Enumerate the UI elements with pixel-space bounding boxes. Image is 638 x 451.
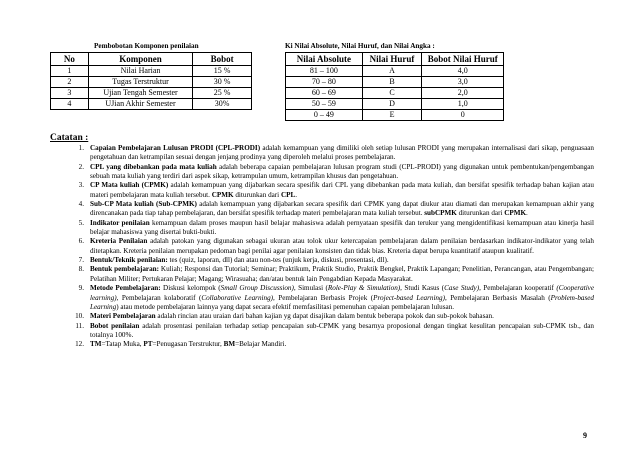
note-number: 11. (75, 321, 84, 330)
note-text: adalah patokan yang digunakan sebagai ukuran atau tolok ukur ketercapaian pembelajaran dalam penilaian berdasarkan indikator-indikator yang telah ditetapkan. Kreteria penilaian merupakan pedoman bagi penilai agar penilaian konsisten dan tidak bias. Kreteria dapat berupa kuantitatif ataupun kualitatif. (90, 237, 594, 255)
note-item (64, 322, 594, 341)
table-cell: Tugas Terstruktur (88, 77, 192, 88)
table-cell: C (362, 88, 422, 99)
grade-scale-caption: Ki Nilai Absolute, Nilai Huruf, dan Nilai Angka : (285, 42, 435, 50)
table-header-row (51, 53, 252, 66)
table-row (286, 66, 504, 77)
note-text: , Simulasi ( (293, 284, 328, 293)
note-text: Kuliah; Responsi dan Tutorial; Seminar; Praktikum, Praktik Studio, Praktik Bengkel, Praktik Lapangan; Penelitian, Perancangan, atau Pengembangan; Pelatihan Militer; Pertukaran Pelajar; Magang; Wirasuaha; dan/atau bentuk lain Pengabdian Kepada Masyarakat. (90, 265, 594, 283)
note-item (64, 312, 594, 321)
table-cell: 4,0 (422, 66, 504, 77)
note-number: 4. (78, 200, 84, 209)
note-text: adalah rincian atau uraian dari bahan kajian yg dapat disajikan dalam bentuk beberapa pokok dan sub-pokok bahasan. (155, 312, 494, 321)
grade-scale-table (285, 52, 504, 121)
note-text: (Cooperative learning), (90, 284, 595, 302)
note-term: BM (223, 340, 236, 349)
note-term: CPMK (504, 209, 527, 218)
note-item (64, 237, 594, 256)
table-row (51, 77, 252, 88)
note-item (64, 219, 594, 238)
table-cell: UJian Akhir Semester (88, 99, 192, 110)
note-term: Capaian Pembelajaran Lulusan PRODI (CPL-PRODI) (90, 144, 261, 152)
table-cell: 2,0 (422, 88, 504, 99)
note-term: Bobot penilaian (90, 321, 140, 330)
note-term: CP Mata kuliah (CPMK) (90, 181, 169, 190)
header-cell: No (51, 53, 89, 66)
component-weight-caption: Pembobotan Komponen penilaian (94, 42, 199, 50)
note-text: adalah beberapa capaian pembelajaran lulusan program studi (CPL-PRODI) yang digunakan untuk pembentukan/pengembangan sebuah mata kuliah yang terdiri dari aspek sikap, ketrampulan umum, ketrampilan khusus dan pengetahuan. (90, 162, 594, 181)
note-text: . (295, 190, 298, 199)
note-text: Pembelajaran kolaboratif ( (118, 293, 202, 302)
header-cell: Bobot Nilai Huruf (422, 53, 504, 66)
table-cell: Ujian Tengah Semester (88, 88, 192, 99)
table-cell: A (362, 66, 422, 77)
note-text: tes (quiz, laporan, dll) dan atau non-tes (unjuk kerja, diskusi, presentasi, dll). (167, 256, 389, 265)
table-cell: 81 – 100 (286, 66, 363, 77)
table-cell: D (362, 99, 422, 110)
note-number: 12. (75, 340, 84, 349)
table-cell: 30% (193, 99, 252, 110)
note-term: PT (143, 340, 153, 349)
note-item (64, 181, 594, 200)
note-term: Metode Pembelajaran: (90, 284, 161, 293)
note-text: Project-based Learning) (373, 293, 445, 302)
note-text: =Penugasan Terstruktur, (152, 340, 224, 349)
table-row (51, 66, 252, 77)
note-item (64, 200, 594, 219)
table-cell: 1 (51, 66, 89, 77)
note-text: diturunkan dari (456, 209, 505, 218)
note-text: Role-Play & Simulation), (327, 284, 402, 293)
table-header-row (286, 53, 504, 66)
note-term: Indikator penilaian (90, 218, 150, 227)
notes-list (64, 144, 594, 350)
header-cell: Bobot (193, 53, 252, 66)
note-term: Bentuk/Teknik penilaian: (90, 256, 168, 265)
header-cell: Komponen (88, 53, 192, 66)
table-row (286, 99, 504, 110)
table-row (286, 77, 504, 88)
table-cell: Nilai Harian (88, 66, 192, 77)
note-number: 7. (78, 256, 84, 265)
note-term: Sub-CP Mata kuliah (Sub-CPMK) (90, 200, 197, 209)
table-cell: B (362, 77, 422, 88)
note-text: Problem-based Learning (90, 293, 594, 311)
note-text: Case Study), (444, 284, 481, 293)
note-number: 6. (78, 237, 84, 246)
note-number: 3. (78, 181, 84, 190)
header-cell: Nilai Absolute (286, 53, 363, 66)
note-text: . (526, 209, 528, 218)
note-number: 9. (78, 284, 84, 293)
note-text: , Pembelajaran Berbasis Masalah ( (444, 293, 551, 302)
table-cell: 15 % (193, 66, 252, 77)
table-cell: 3 (51, 88, 89, 99)
note-term: CPL (280, 190, 296, 199)
table-cell: 1,0 (422, 99, 504, 110)
note-item (64, 256, 594, 265)
table-cell: 2 (51, 77, 89, 88)
note-text: Collaborative Learning), (201, 293, 275, 302)
note-text: adalah kemampuan yang dijabarkan secara spesifik dari CPL yang dibebankan pada mata kuliah, dan bersifat spesifik terhadap bahan kajian atau materi pembelajaran mata kuliah tersebut. (90, 181, 594, 199)
note-text: Pembelajaran Berbasis Projek ( (274, 293, 374, 302)
table-cell: 70 – 80 (286, 77, 363, 88)
note-term: TM (90, 340, 102, 349)
note-number: 8. (78, 265, 84, 274)
note-text: =Belajar Mandiri. (235, 340, 287, 349)
note-number: 1. (78, 144, 84, 152)
note-term: Kreteria Penilaian (90, 237, 148, 246)
note-term: subCPMK (424, 209, 457, 218)
note-text: adalah kemampuan yang dimiliki oleh setiap lulusan PRODI yang merupakan internalisasi dari sikap, penguasaan pengetahuan dan ketrampilan sesuai dengan jenjang prodinya yang diperoleh melalui proses pembelajaran. (90, 144, 594, 162)
header-cell: Nilai Huruf (362, 53, 422, 66)
table-row (51, 99, 252, 110)
note-item (64, 340, 594, 349)
page-number: 9 (583, 431, 587, 440)
note-number: 10. (75, 312, 84, 321)
table-cell: 3,0 (422, 77, 504, 88)
note-item (64, 144, 594, 163)
note-item (64, 265, 594, 284)
note-term: CPL yang dibebankan pada mata kuliah (90, 162, 217, 171)
table-cell: 30 % (193, 77, 252, 88)
notes-heading: Catatan : (50, 133, 89, 143)
table-cell: 0 (422, 110, 504, 121)
table-cell: 25 % (193, 88, 252, 99)
note-text: adalah prosentasi penilaian terhadap setiap pencapaian sub-CPMK yang besarnya proposional dengan tingkat kesulitan pencapaian sub-CPMK tsb., dan totalnya 100%. (90, 321, 594, 339)
note-number: 5. (78, 218, 84, 227)
note-text: Small Group Discussion) (220, 284, 294, 293)
note-text: diturunkan dari (233, 190, 281, 199)
table-row (286, 88, 504, 99)
note-number: 2. (78, 162, 84, 171)
note-text: Pembelajaran kooperatif (480, 284, 557, 293)
table-row (51, 88, 252, 99)
note-text: =Tatap Muka, (101, 340, 144, 349)
note-text: Studi Kasus ( (401, 284, 445, 293)
note-text: ) atau metode pembelajaran lainnya yang dapat secara efektif memfasilitasi pemenuhan capaian pembelajaran lulusan. (116, 302, 455, 311)
note-term: Bentuk pembelajaran: (90, 265, 159, 274)
table-row (286, 110, 504, 121)
table-cell: 50 – 59 (286, 99, 363, 110)
table-cell: 60 – 69 (286, 88, 363, 99)
note-item (64, 163, 594, 182)
note-text: kemampuan dalam proses maupun hasil belajar mahasiswa adalah pernyataan spesifik dan terukur yang mengidentifikasi kemampuan atau kinerja hasil belajar mahasiswa yang disertai bukti-bukti. (90, 218, 594, 237)
note-term: CPMK (211, 190, 234, 199)
component-weight-table (50, 52, 252, 110)
table-cell: 4 (51, 99, 89, 110)
note-text: adalah kemampuan yang dijabarkan secara spesifik dari CPMK yang dapat diukur atau diamati dan merupakan kemampuan akhir yang direncanakan pada tiap tahap pembelajaran, dan bersifat spesifik terhadap materi pembelajaran mata kuliah tersebut. (90, 200, 595, 218)
note-term: Materi Pembelajaran (90, 312, 156, 321)
note-text: Diskusi kelompok ( (160, 284, 221, 293)
table-cell: 0 – 49 (286, 110, 363, 121)
table-cell: E (362, 110, 422, 121)
note-item (64, 284, 594, 312)
